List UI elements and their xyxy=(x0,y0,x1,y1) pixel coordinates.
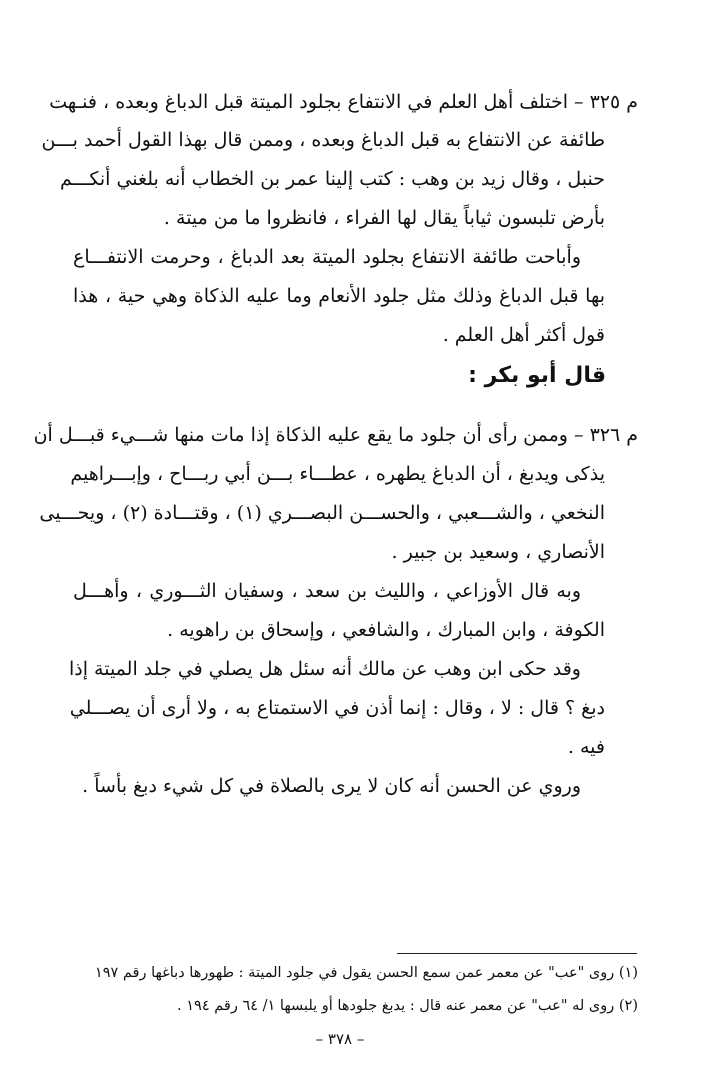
footnote: (٢) روى له "عب" عن معمر عنه قال : يدبغ جلودها أو يلبسها ١/ ٦٤ رقم ١٩٤ . xyxy=(177,998,638,1014)
body-line: حنبل ، وقال زيد بن وهب : كتب إلينا عمر بن الخطاب أنه بلغني أنكـــم xyxy=(60,168,605,190)
body-line: الأنصاري ، وسعيد بن جبير . xyxy=(391,541,605,563)
body-line: قول أكثر أهل العلم . xyxy=(442,324,605,346)
body-line: وقد حكى ابن وهب عن مالك أنه سئل هل يصلي في جلد الميتة إذا xyxy=(68,658,581,680)
body-line: الكوفة ، وابن المبارك ، والشافعي ، وإسحاق بن راهويه . xyxy=(167,619,605,641)
body-line: دبغ ؟ قال : لا ، وقال : إنما أذن في الاستمتاع به ، ولا أرى أن يصـــلي xyxy=(69,697,605,719)
section-heading: قال أبو بكر : xyxy=(468,363,606,388)
footnote: (١) روى "عب" عن معمر عمن سمع الحسن يقول في جلود الميتة : طهورها دباغها رقم ١٩٧ xyxy=(94,965,638,981)
body-line: وروي عن الحسن أنه كان لا يرى بالصلاة في كل شيء دبغ بأساً . xyxy=(82,775,581,797)
body-line: النخعي ، والشـــعبي ، والحســـن البصـــري (١) ، وقتـــادة (٢) ، ويحـــيى xyxy=(39,502,605,524)
body-line: بأرض تلبسون ثياباً يقال لها الفراء ، فانظروا ما من ميتة . xyxy=(163,207,605,229)
body-line: وأباحت طائفة الانتفاع بجلود الميتة بعد الدباغ ، وحرمت الانتفـــاع xyxy=(73,246,581,268)
footnote-separator xyxy=(397,953,637,954)
page-number: – ٣٧٨ – xyxy=(315,1030,365,1048)
body-line: طائفة عن الانتفاع به قبل الدباغ وبعده ، وممن قال بهذا القول أحمد بـــن xyxy=(41,129,605,151)
body-line: وبه قال الأوزاعي ، والليث بن سعد ، وسفيان الثـــوري ، وأهـــل xyxy=(73,580,581,602)
body-line: بها قبل الدباغ وذلك مثل جلود الأنعام وما عليه الذكاة وهي حية ، هذا xyxy=(73,285,605,307)
body-line: م ٣٢٦ – وممن رأى أن جلود ما يقع عليه الذكاة إذا مات منها شـــيء قبـــل أن xyxy=(33,424,638,446)
body-line: م ٣٢٥ – اختلف أهل العلم في الانتفاع بجلود الميتة قبل الدباغ وبعده ، فنـهت xyxy=(49,91,638,113)
body-line: يذكى ويدبغ ، أن الدباغ يطهره ، عطـــاء بـــن أبي ربـــاح ، وإبـــراهيم xyxy=(70,463,605,485)
body-line: فيه . xyxy=(567,736,605,758)
